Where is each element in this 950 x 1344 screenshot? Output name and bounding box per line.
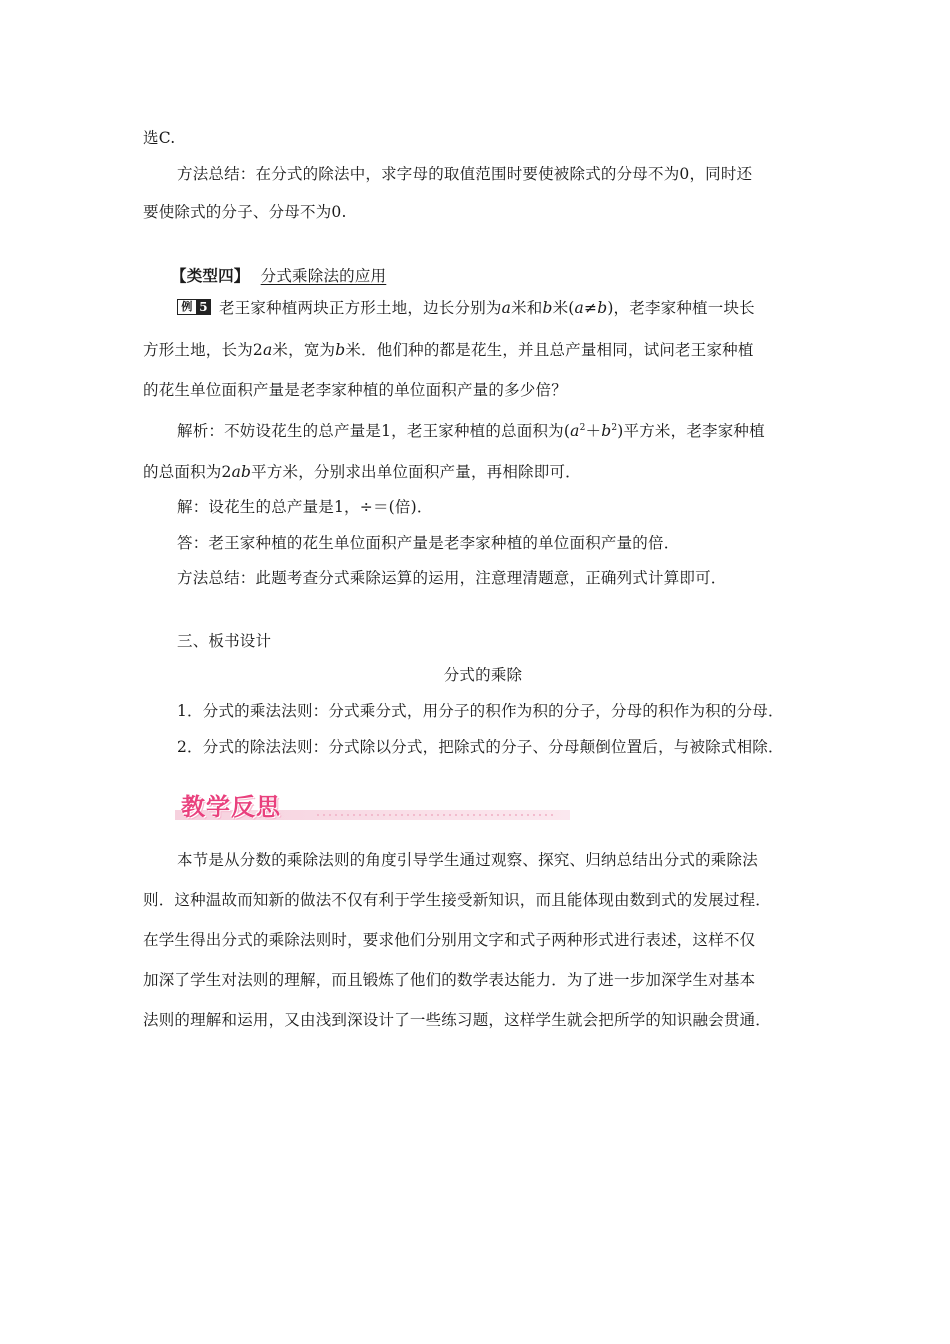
reflection-text: 本节是从分数的乘除法则的角度引导学生通过观察、探究、归纳总结出分式的乘除法 (177, 851, 758, 869)
text-line (143, 128, 175, 148)
example-text: )，老李家种植一块长 (607, 299, 755, 317)
var-a: a (574, 299, 584, 317)
analysis-text: 解析：不妨设花生的总产量是1，老王家种植的总面积为( (177, 422, 571, 440)
example-badge-number: 5 (196, 299, 211, 315)
reflection-banner-title: 教学反思 (181, 793, 281, 821)
example-badge (177, 299, 211, 315)
example-badge-label: 例 (177, 299, 197, 315)
solution-line (177, 497, 433, 517)
board-heading (177, 631, 271, 651)
example-line-3 (143, 380, 567, 400)
example-text: 的花生单位面积产量是老李家种植的单位面积产量的多少倍？ (143, 381, 567, 399)
board-rule-1 (177, 701, 784, 721)
example-text: 米．他们种的都是花生，并且总产量相同，试问老王家种植 (345, 341, 754, 359)
var-ab: ab (231, 463, 252, 481)
method-summary-line (177, 164, 752, 184)
exponent: 2 (611, 423, 618, 433)
reflection-line (177, 850, 758, 870)
var-a: a (501, 299, 512, 317)
board-rule-2 (177, 737, 784, 757)
var-a: a (570, 422, 580, 440)
type-tag: 【类型四】 (171, 266, 250, 285)
rule-text: 1．分式的乘法法则：分式乘分式，用分子的积作为积的分子，分母的积作为积的分母． (177, 702, 784, 720)
analysis-line-2 (143, 462, 581, 482)
reflection-line (143, 970, 755, 990)
var-b: b (597, 299, 608, 317)
example-line-1 (177, 298, 755, 318)
var-b: b (601, 422, 612, 440)
reflection-line (143, 930, 755, 950)
reflection-text: 则．这种温故而知新的做法不仅有利于学生接受新知识，而且能体现由数到式的发展过程． (143, 891, 772, 909)
answer-choice-text: 选C. (143, 129, 176, 147)
analysis-text: )平方米，老李家种植 (617, 422, 765, 440)
example-text: 米和 (511, 299, 543, 317)
summary-line (177, 568, 727, 588)
summary-text: 方法总结：此题考查分式乘除运算的运用，注意理清题意，正确列式计算即可． (177, 569, 727, 587)
example-text: 老王家种植两块正方形土地，边长分别为 (219, 299, 502, 317)
method-summary-line (143, 202, 347, 222)
neq-symbol: ≠ (584, 299, 598, 317)
analysis-text: 平方米，分别求出单位面积产量，再相除即可． (251, 463, 581, 481)
answer-text: 答：老王家种植的花生单位面积产量是老李家种植的单位面积产量的倍． (177, 534, 680, 552)
var-a: a (262, 341, 273, 359)
example-text: 米( (552, 299, 575, 317)
type-heading (171, 266, 386, 286)
reflection-line (143, 1010, 771, 1030)
var-b: b (542, 299, 553, 317)
reflection-text: 加深了学生对法则的理解，而且锻炼了他们的数学表达能力．为了进一步加深学生对基本 (143, 971, 756, 989)
reflection-text: 在学生得出分式的乘除法则时，要求他们分别用文字和式子两种形式进行表述，这样不仅 (143, 931, 756, 949)
analysis-text: 的总面积为2 (143, 463, 232, 481)
solution-text: 解：设花生的总产量是1，÷＝(倍)． (177, 498, 433, 516)
analysis-line-1 (177, 421, 765, 441)
exponent: 2 (579, 423, 586, 433)
banner-dots (315, 813, 555, 817)
board-heading-text: 三、板书设计 (177, 632, 272, 650)
board-title-text: 分式的乘除 (443, 666, 523, 684)
example-text: 方形土地，长为2 (143, 341, 263, 359)
reflection-text: 法则的理解和运用，又由浅到深设计了一些练习题，这样学生就会把所学的知识融会贯通． (143, 1011, 772, 1029)
answer-line (177, 533, 679, 553)
method-summary-text-1: 方法总结：在分式的除法中，求字母的取值范围时要使被除式的分母不为0，同时还 (177, 165, 753, 183)
rule-text: 2．分式的除法法则：分式除以分式，把除式的分子、分母颠倒位置后，与被除式相除． (177, 738, 784, 756)
type-title: 分式乘除法的应用 (260, 267, 387, 285)
plus-symbol: ＋ (585, 422, 602, 440)
method-summary-text-2: 要使除式的分子、分母不为0. (143, 203, 347, 221)
example-text: 米，宽为 (272, 341, 336, 359)
var-b: b (335, 341, 346, 359)
board-title (143, 665, 823, 685)
reflection-line (143, 890, 771, 910)
reflection-banner (175, 792, 570, 826)
example-line-2 (143, 340, 754, 360)
